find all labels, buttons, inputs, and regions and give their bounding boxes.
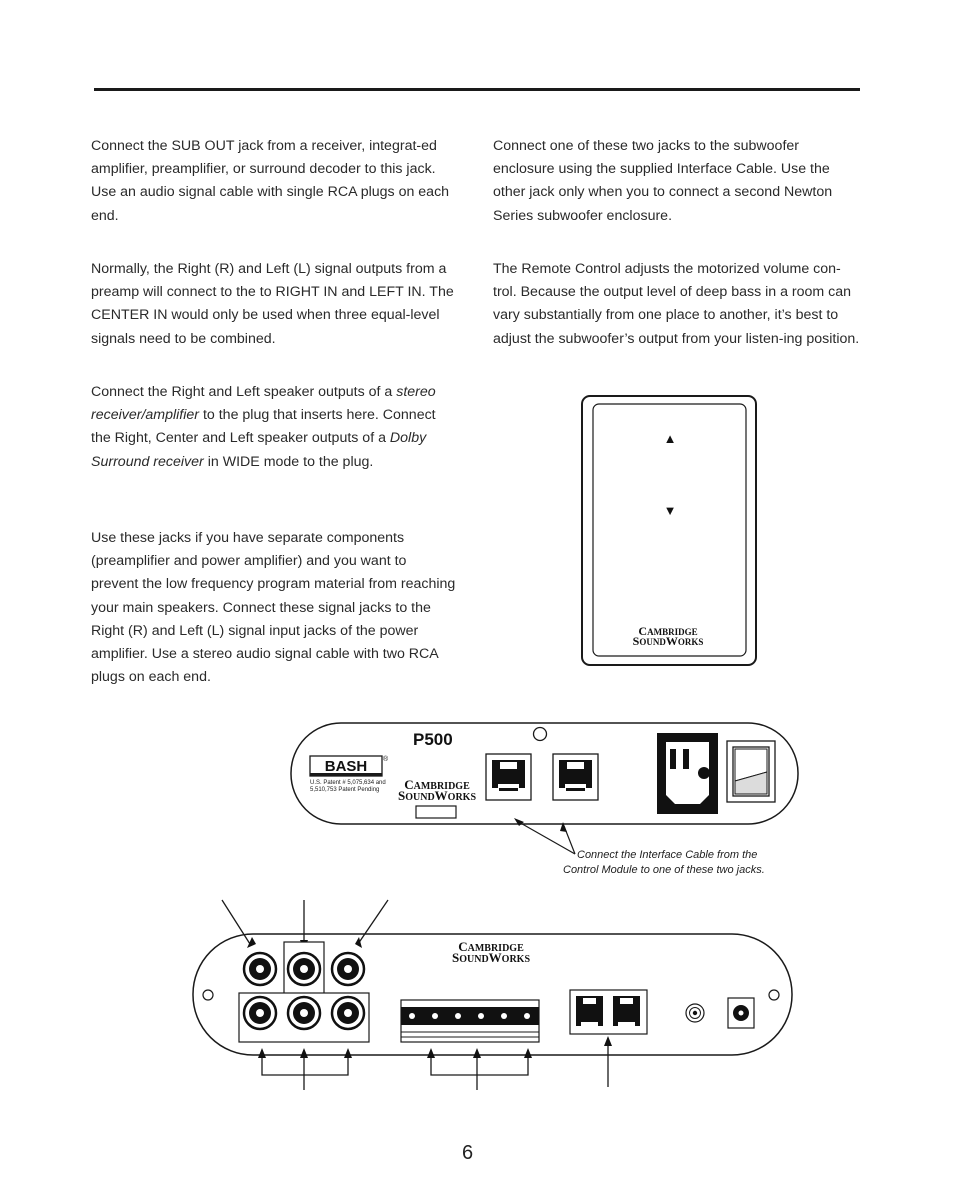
remote-sensor-screw bbox=[686, 1004, 704, 1022]
p500-indicator-light bbox=[534, 728, 547, 741]
speaker-terminal-block bbox=[401, 1000, 539, 1042]
p500-model-label: P500 bbox=[413, 730, 453, 749]
control-module-panel bbox=[193, 900, 792, 1090]
rca-jack-left-in bbox=[332, 953, 364, 985]
rca-jack-out-3 bbox=[332, 997, 364, 1029]
control-brand-line1: CAMBRIDGE bbox=[458, 939, 524, 954]
p500-brand-line2: SOUNDWORKS bbox=[397, 788, 477, 803]
rca-output-jacks bbox=[244, 997, 364, 1029]
rca-jack-right-in bbox=[244, 953, 276, 985]
speaker-inputs-paragraph: Connect the Right and Left speaker outputs of a stereo receiver/amplifier to the plug that inserts here. Connect the Right, Center and Left speaker outputs of a Dolby Surround receiver in WIDE mode to the plug. bbox=[91, 384, 436, 470]
control-modular-jacks bbox=[570, 990, 647, 1034]
interface-jack-2 bbox=[553, 754, 598, 800]
remote-brand-line1: CAMBRIDGE bbox=[638, 624, 698, 638]
header-rule bbox=[94, 88, 860, 91]
rca-jack-out-1 bbox=[244, 997, 276, 1029]
volume-up-icon: ▲ bbox=[663, 431, 677, 446]
interface-jacks-paragraph: Connect one of these two jacks to the subwoofer enclosure using the supplied Interface Cable. Use the other jack only when you to connect a second Newton Series subwoofer enclosure. bbox=[493, 138, 833, 224]
rear-panel-diagrams bbox=[0, 700, 954, 1100]
dc-power-jack bbox=[728, 998, 754, 1028]
remote-control-illustration bbox=[580, 394, 760, 668]
control-brand-line2: SOUNDWORKS bbox=[451, 950, 531, 965]
output-bracket bbox=[262, 1054, 348, 1090]
mount-hole-left bbox=[203, 990, 213, 1000]
signal-outputs-paragraph: Use these jacks if you have separate components (preamplifier and power amplifier) and you want to prevent the low frequency program material from reaching your main speakers. Connect these signal jacks to the Right (R) and Left (L) signal input jacks of the power amplifier. Use a stereo audio signal cable with two RCA plugs on each end. bbox=[91, 530, 456, 686]
volume-down-icon: ▼ bbox=[663, 503, 677, 518]
interface-jack-1 bbox=[486, 754, 531, 800]
page-number: 6 bbox=[462, 1142, 474, 1164]
sub-out-paragraph: Connect the SUB OUT jack from a receiver, integrat-ed amplifier, preamplifier, or surround decoder to this jack. Use an audio signal cable with single RCA plugs on each end. bbox=[91, 138, 450, 224]
p500-label-plate bbox=[416, 806, 456, 818]
patent-line2: 5,510,753 Patent Pending bbox=[310, 787, 380, 793]
caption-line1: Connect the Interface Cable from the bbox=[577, 849, 758, 861]
bash-logo: BASH bbox=[324, 758, 368, 775]
rca-input-jacks bbox=[244, 953, 364, 985]
patent-line1: U.S. Patent # 5,075,634 and bbox=[310, 780, 386, 786]
remote-control-paragraph: The Remote Control adjusts the motorized volume con-trol. Because the output level of deep bass in a room can vary substantially from one place to another, it’s best to adjust the subwoofer’s output from your listen-ing position. bbox=[493, 261, 860, 347]
power-inlet bbox=[657, 733, 718, 814]
registered-mark: ® bbox=[383, 756, 389, 763]
interface-callout-arrows bbox=[517, 821, 575, 854]
p500-panel bbox=[291, 723, 798, 854]
p500-brand-line1: CAMBRIDGE bbox=[404, 777, 470, 792]
signal-inputs-paragraph: Normally, the Right (R) and Left (L) signal outputs from a preamp will connect to the to RIGHT IN and LEFT IN. The CENTER IN would only be used when three equal-level signals need to be combined. bbox=[91, 261, 454, 347]
remote-brand-line2: SOUNDWORKS bbox=[632, 634, 704, 648]
rca-jack-center-in bbox=[288, 953, 320, 985]
caption-line2: Control Module to one of these two jacks. bbox=[563, 864, 765, 876]
mount-hole-right bbox=[769, 990, 779, 1000]
power-switch bbox=[727, 741, 775, 802]
rca-jack-out-2 bbox=[288, 997, 320, 1029]
speaker-bracket bbox=[431, 1054, 528, 1090]
